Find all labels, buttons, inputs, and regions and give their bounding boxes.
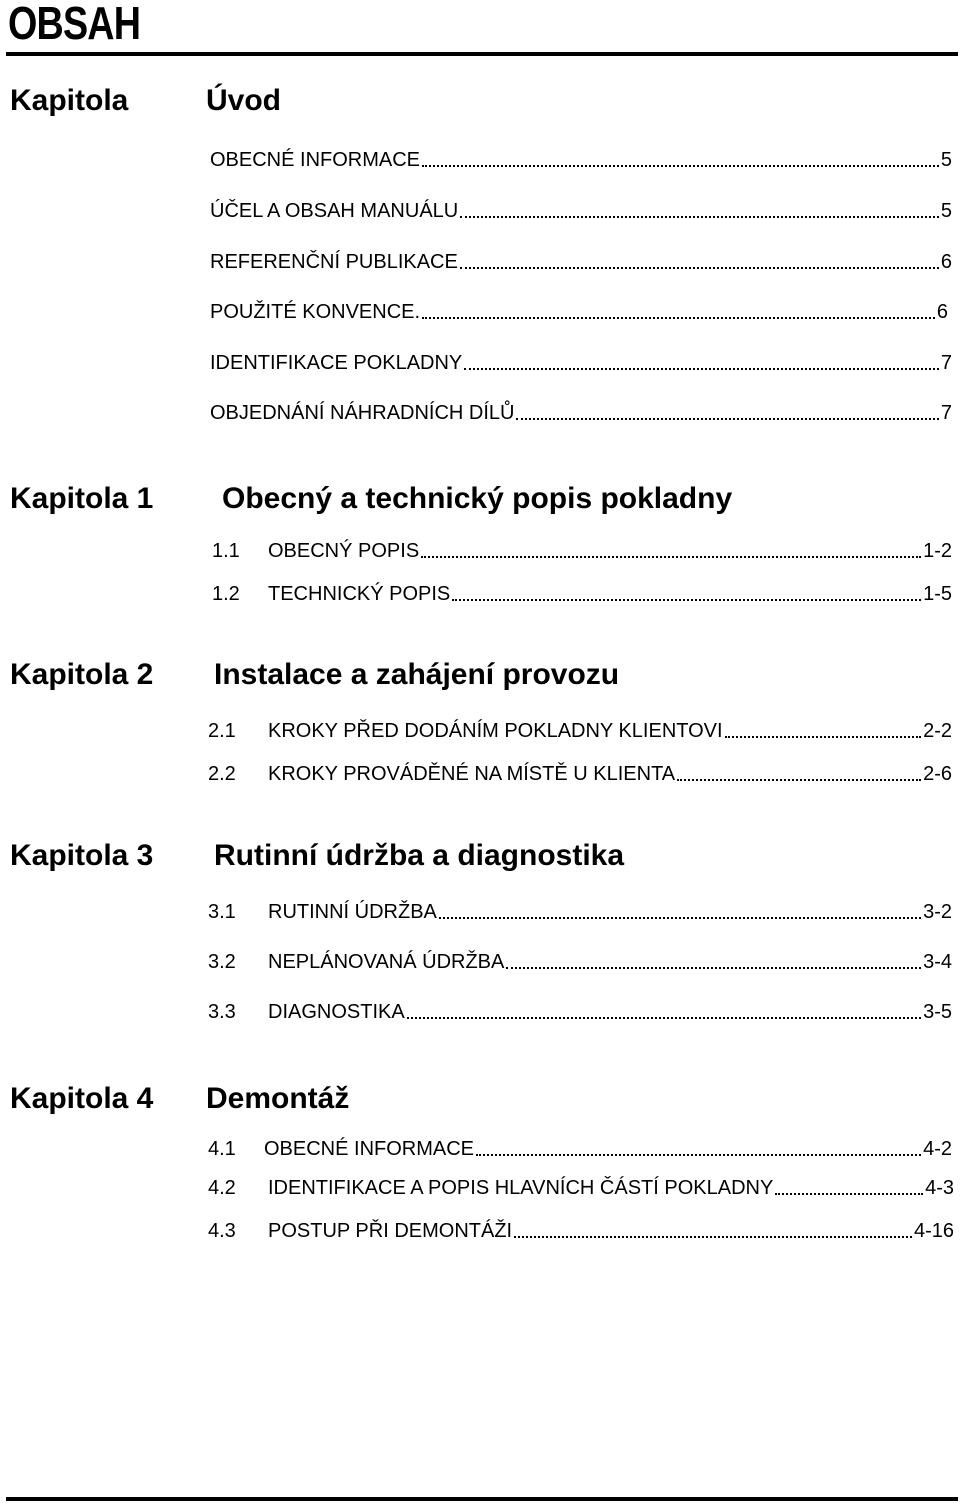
toc-entry-3-3[interactable] <box>208 998 952 1024</box>
toc-entry-number: 2.2 <box>208 763 236 785</box>
toc-entry-intro-2[interactable] <box>210 197 952 223</box>
dot-leader <box>677 779 921 781</box>
toc-entry-page: 2-6 <box>923 763 952 785</box>
dot-leader <box>439 917 921 919</box>
toc-entry-page: 7 <box>940 402 952 424</box>
toc-entry-number: 1.1 <box>212 540 240 562</box>
toc-entry-label: DIAGNOSTIKA <box>268 1001 405 1023</box>
toc-entry-3-1[interactable] <box>208 898 952 924</box>
toc-entry-label: RUTINNÍ ÚDRŽBA <box>268 901 437 923</box>
toc-entry-page: 6 <box>940 251 952 273</box>
toc-entry-3-2[interactable] <box>208 948 952 974</box>
toc-entry-1-2[interactable] <box>212 580 952 606</box>
toc-entry-label: ÚČEL A OBSAH MANUÁLU <box>210 200 459 222</box>
chapter-1-label: Kapitola 1 <box>10 482 154 515</box>
dot-leader <box>421 556 921 558</box>
dot-leader <box>422 165 939 167</box>
toc-entry-label: POSTUP PŘI DEMONTÁŽI <box>268 1220 513 1242</box>
toc-entry-number: 1.2 <box>212 583 240 605</box>
toc-entry-label: POUŽITÉ KONVENCE. <box>210 301 421 323</box>
toc-entry-intro-6[interactable] <box>210 399 952 425</box>
toc-entry-number: 3.1 <box>208 901 236 923</box>
toc-entry-4-2[interactable] <box>208 1174 954 1200</box>
toc-entry-number: 4.1 <box>208 1138 236 1160</box>
dot-leader <box>422 317 935 319</box>
toc-entry-number: 4.2 <box>208 1177 236 1199</box>
toc-entry-page: 1-5 <box>923 583 952 605</box>
chapter-3-label: Kapitola 3 <box>10 839 154 872</box>
toc-entry-intro-4[interactable] <box>210 298 948 324</box>
chapter-4-label: Kapitola 4 <box>10 1082 154 1115</box>
toc-entry-label: TECHNICKÝ POPIS <box>268 583 451 605</box>
chapter-3-title: Rutinní údržba a diagnostika <box>214 839 625 872</box>
toc-entry-intro-1[interactable] <box>210 146 952 172</box>
chapter-1-title: Obecný a technický popis pokladny <box>222 482 733 515</box>
toc-entry-label: OBECNÉ INFORMACE <box>264 1138 475 1160</box>
toc-entry-number: 3.3 <box>208 1001 236 1023</box>
dot-leader <box>460 267 939 269</box>
toc-entry-label: OBECNÝ POPIS <box>268 540 420 562</box>
toc-entry-page: 7 <box>940 352 952 374</box>
toc-entry-page: 5 <box>940 149 952 171</box>
title-divider <box>6 52 958 56</box>
toc-entry-2-1[interactable] <box>208 717 952 743</box>
dot-leader <box>514 1236 912 1238</box>
toc-entry-1-1[interactable] <box>212 537 952 563</box>
toc-entry-page: 4-3 <box>925 1177 954 1199</box>
toc-entry-page: 6 <box>936 301 948 323</box>
dot-leader <box>506 967 921 969</box>
intro-chapter-title: Úvod <box>206 84 281 117</box>
toc-entry-4-3[interactable] <box>208 1217 954 1243</box>
chapter-2-title: Instalace a zahájení provozu <box>214 658 620 691</box>
toc-entry-4-1[interactable] <box>208 1135 952 1161</box>
toc-entry-label: REFERENČNÍ PUBLIKACE <box>210 251 458 273</box>
toc-entry-label: NEPLÁNOVANÁ ÚDRŽBA <box>268 951 505 973</box>
chapter-2-label: Kapitola 2 <box>10 658 154 691</box>
toc-entry-page: 3-4 <box>923 951 952 973</box>
toc-entry-label: KROKY PŘED DODÁNÍM POKLADNY KLIENTOVI <box>268 720 723 742</box>
dot-leader <box>516 418 938 420</box>
toc-entry-label: KROKY PROVÁDĚNÉ NA MÍSTĚ U KLIENTA <box>268 763 676 785</box>
footer-divider <box>6 1497 958 1501</box>
toc-entry-page: 2-2 <box>923 720 952 742</box>
dot-leader <box>725 736 922 738</box>
chapter-4-title: Demontáž <box>206 1082 350 1115</box>
toc-entry-intro-3[interactable] <box>210 248 952 274</box>
toc-entry-label: OBJEDNÁNÍ NÁHRADNÍCH DÍLŮ <box>210 402 515 424</box>
toc-entry-page: 1-2 <box>923 540 952 562</box>
dot-leader <box>464 368 939 370</box>
toc-entry-page: 5 <box>940 200 952 222</box>
toc-entry-number: 4.3 <box>208 1220 236 1242</box>
toc-entry-label: OBECNÉ INFORMACE <box>210 149 421 171</box>
dot-leader <box>452 599 921 601</box>
toc-entry-page: 4-16 <box>913 1220 954 1242</box>
dot-leader <box>476 1154 921 1156</box>
dot-leader <box>460 216 939 218</box>
toc-entry-number: 3.2 <box>208 951 236 973</box>
toc-entry-label: IDENTIFIKACE A POPIS HLAVNÍCH ČÁSTÍ POKLADNY <box>268 1177 774 1199</box>
toc-entry-page: 3-5 <box>923 1001 952 1023</box>
toc-entry-label: IDENTIFIKACE POKLADNY <box>210 352 463 374</box>
intro-chapter-label: Kapitola <box>10 84 129 117</box>
dot-leader <box>407 1017 921 1019</box>
toc-entry-page: 4-2 <box>923 1138 952 1160</box>
page-title: OBSAH <box>8 0 141 49</box>
toc-entry-page: 3-2 <box>923 901 952 923</box>
toc-entry-number: 2.1 <box>208 720 236 742</box>
dot-leader <box>775 1193 923 1195</box>
toc-entry-2-2[interactable] <box>208 760 952 786</box>
toc-entry-intro-5[interactable] <box>210 349 952 375</box>
